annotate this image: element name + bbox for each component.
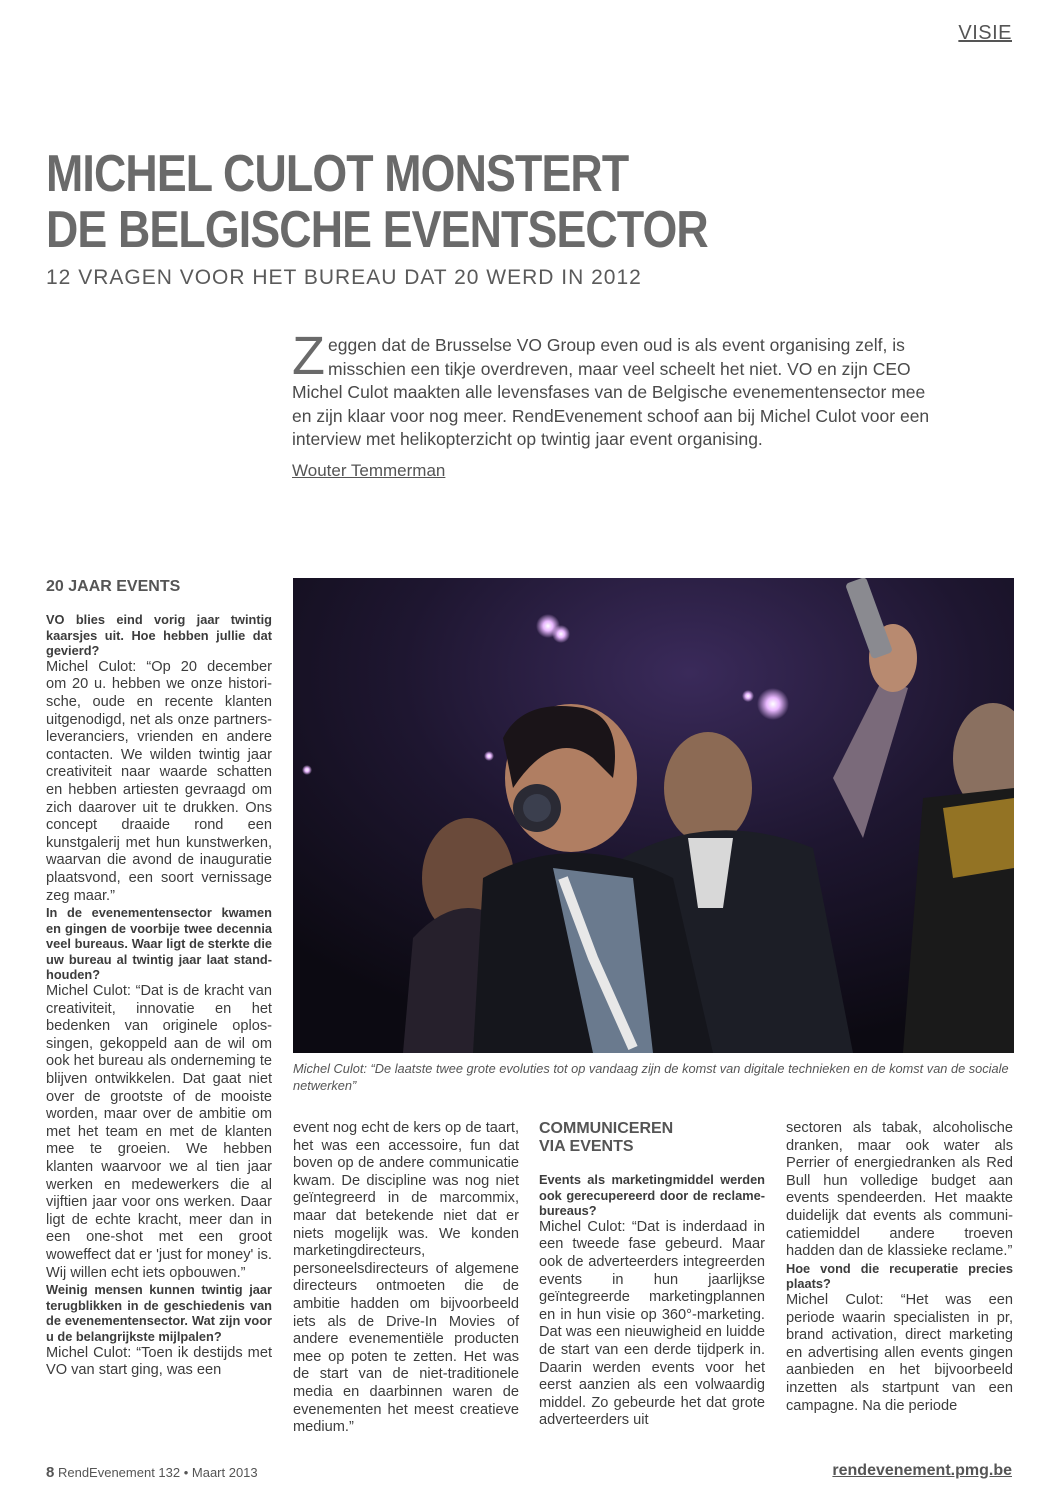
author-byline[interactable]: Wouter Temmerman xyxy=(292,461,446,480)
photo-illustration xyxy=(293,578,1014,1053)
answer-continued: event nog echt de kers op de taart, het was een accessoire, fun dat boven op de andere communicatie kwam. De discipline was nog niet geïntegreerd in de marcommix, maar dat betekende niet dat er niets mogelijk was. We konden marketingdirecteurs, personeelsdirecteurs of algemene directeurs ontmoeten die de ambitie hadden om bijvoorbeeld iets als de Drive-In Movies of andere evenementiële producten mee op poten te zetten. Het was de start van de niet-traditionele media en daarbinnen waren de evenementen het meest creatieve medium.” xyxy=(293,1120,519,1436)
section-heading: 20 JAAR EVENTS xyxy=(46,578,181,595)
page-number: 8 xyxy=(46,1464,55,1481)
question: Weinig mensen kunnen twintig jaar terugblikken in de geschiedenis van de evenementensector. Wat zijn voor u de belangrijkste mijlpalen? xyxy=(46,1282,272,1344)
answer: Michel Culot: “Toen ik destijds met VO van start ging, was een xyxy=(46,1344,272,1379)
article-column-2 xyxy=(293,1120,519,1437)
answer: Michel Culot: “Het was een periode waarin specialisten in pr, brand activation, direct marketing en advertising allen events gingen aanbieden en het bijvoorbeeld inzetten als startpunt van een campagne. Na die periode xyxy=(786,1291,1013,1414)
section-heading-line-1: COMMUNICEREN xyxy=(539,1120,674,1137)
section-heading-line-2: VIA EVENTS xyxy=(539,1138,634,1155)
section-tag[interactable]: VISIE xyxy=(958,22,1012,44)
question: Events als marketingmiddel werden ook gerecupereerd door de reclamebureaus? xyxy=(539,1172,765,1219)
answer: Michel Culot: “Dat is inderdaad in een tweede fase gebeurd. Maar ook de adverteerders integreerden events in hun jaarlijkse geïntegreerde marketingplannen en in hun visie op 360°-marketing. Dat was een nieuwigheid en luidde de start van een derde tijdperk in. Daarin werden events voor het eerst aanzien als een volwaardig middel. Zo gebeurde het dat grote adverteerders uit xyxy=(539,1218,765,1429)
answer: Michel Culot: “Op 20 december om 20 u. hebben we onze historische, oude en recente klanten uitgenodigd, net als onze partners-leveranciers, vrienden en andere contacten. We wilden twintig jaar creativiteit naar waarde schatten en hebben artiesten gevraagd om zich daarover uit te drukken. Ons concept draaide rond een kunstgalerij met hun kunstwerken, waarvan die avond de inauguratie plaatsvond, een soort vernissage zeg maar.” xyxy=(46,658,272,904)
question: Hoe vond die recuperatie precies plaats? xyxy=(786,1260,1013,1292)
answer: Michel Culot: “Dat is de kracht van creativiteit, innovatie en het bedenken van originele oplossingen, gekoppeld aan de wil om ook het bureau als onderneming te blijven ontwikkelen. Dat gaat niet over de grootste of de mooiste worden, maar over de ambitie om met het team en met de klanten mee te groeien. We hebben klanten waarvoor we al tien jaar werken en medewerkers die al vijftien jaar voor ons werken. Daar ligt de echte kracht, meer dan in een one-shot met een groot woweffect dat er 'just for money' is. Wij willen echt iets opbouwen.” xyxy=(46,983,272,1281)
subtitle: 12 VRAGEN VOOR HET BUREAU DAT 20 WERD IN 2012 xyxy=(46,266,642,289)
title-line-2: DE BELGISCHE EVENTSECTOR xyxy=(46,201,708,259)
title-line-1: MICHEL CULOT MONSTERT xyxy=(46,145,629,203)
answer-continued: sectoren als tabak, alcoholische dranken, maar ook water als Perrier of energiedranken als Red Bull hun volledige budget aan events spendeerden. Het maakte duidelijk dat events als communicatiemiddel andere troeven hadden dan de klassieke reclame.” xyxy=(786,1120,1013,1260)
section-heading xyxy=(539,1120,765,1156)
page-title xyxy=(46,146,820,258)
drop-cap: Z xyxy=(292,326,325,386)
intro-paragraph xyxy=(292,326,942,452)
website-link[interactable]: rendevenement.pmg.be xyxy=(832,1462,1012,1479)
question: VO blies eind vorig jaar twintig kaarsjes uit. Hoe hebben jullie dat gevierd? xyxy=(46,612,272,659)
article-column-4 xyxy=(786,1120,1013,1415)
photo-caption: Michel Culot: “De laatste twee grote evoluties tot op vandaag zijn de komst van digitale technieken en de komst van de sociale netwerken” xyxy=(293,1061,1009,1093)
page-footer xyxy=(46,1464,258,1481)
question: In de evenementensector kwamen en gingen de voorbije twee decennia veel bureaus. Waar ligt de sterkte die uw bureau al twintig jaar laat standhouden? xyxy=(46,905,272,983)
intro-text: eggen dat de Brusselse VO Group even oud is als event organising zelf, is misschien een tikje overdreven, maar veel scheelt het niet. VO en zijn CEO Michel Culot maakten alle levensfases van de Belgische evenementensector mee en zijn klaar voor nog meer. RendEvenement schoof aan bij Michel Culot voor een interview met helikopterzicht op twintig jaar event organising. xyxy=(292,335,930,449)
article-column-3 xyxy=(539,1120,765,1430)
issue-info: RendEvenement 132 • Maart 2013 xyxy=(57,1465,258,1480)
article-photo xyxy=(293,578,1014,1053)
article-column-1 xyxy=(46,578,272,1380)
